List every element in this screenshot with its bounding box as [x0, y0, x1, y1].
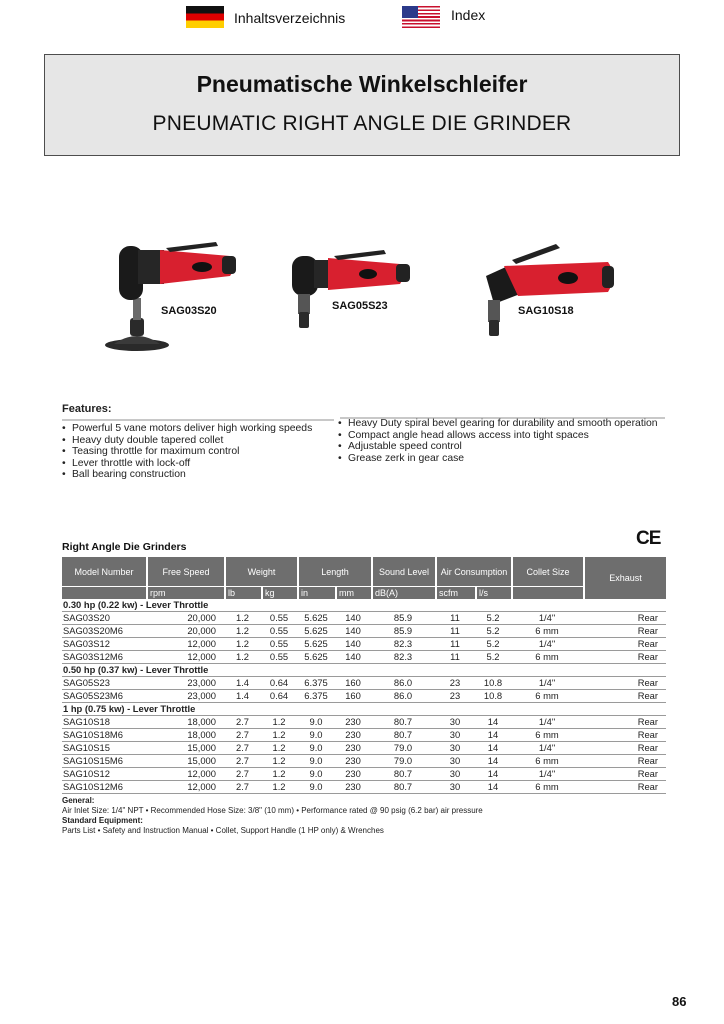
table-cell: SAG10S15M6 — [62, 755, 146, 768]
table-cell: 2.7 — [224, 755, 261, 768]
table-cell: 160 — [335, 690, 371, 703]
table-cell: 5.2 — [475, 612, 511, 625]
table-cell: 1.2 — [224, 638, 261, 651]
col-header-exhaust: Exhaust — [583, 557, 666, 599]
table-row — [62, 716, 666, 729]
feature-item: • Heavy duty double tapered collet — [62, 435, 334, 447]
general-label: General: — [62, 796, 95, 805]
table-cell: 230 — [335, 768, 371, 781]
table-cell: 1.2 — [261, 716, 297, 729]
table-cell: 1/4" — [511, 638, 583, 651]
table-cell: SAG10S18M6 — [62, 729, 146, 742]
table-cell: 1/4" — [511, 612, 583, 625]
table-cell: 0.64 — [261, 690, 297, 703]
table-cell: SAG03S12 — [62, 638, 146, 651]
table-cell: 30 — [435, 742, 475, 755]
table-cell: 30 — [435, 768, 475, 781]
table-cell: 5.625 — [297, 612, 335, 625]
sag05s23-tool-image — [288, 244, 416, 336]
table-cell: 11 — [435, 651, 475, 664]
table-cell: 6 mm — [511, 729, 583, 742]
table-cell: 6 mm — [511, 651, 583, 664]
table-cell: 14 — [475, 755, 511, 768]
unit-label: in — [297, 586, 335, 599]
feature-item: • Powerful 5 vane motors deliver high working speeds — [62, 423, 334, 435]
table-cell: 0.55 — [261, 625, 297, 638]
table-cell: 0.55 — [261, 638, 297, 651]
table-cell: SAG03S20M6 — [62, 625, 146, 638]
table-row — [62, 625, 666, 638]
table-group-row — [62, 703, 666, 716]
feature-item: • Adjustable speed control — [338, 441, 668, 453]
table-cell: 80.7 — [371, 768, 435, 781]
table-row — [62, 651, 666, 664]
table-cell: Rear — [583, 651, 666, 664]
title-box — [44, 54, 680, 156]
table-cell: 23 — [435, 690, 475, 703]
nav-link-index[interactable] — [402, 6, 485, 28]
table-cell: 6 mm — [511, 755, 583, 768]
table-cell: Rear — [583, 755, 666, 768]
table-notes — [62, 796, 483, 836]
features-heading: Features: — [62, 403, 112, 415]
table-cell: 10.8 — [475, 677, 511, 690]
table-cell: Rear — [583, 638, 666, 651]
table-cell: SAG05S23M6 — [62, 690, 146, 703]
table-group-row — [62, 664, 666, 677]
col-header-length: Length — [297, 557, 371, 586]
group-label: 0.30 hp (0.22 kw) - Lever Throttle — [62, 599, 666, 612]
group-label: 0.50 hp (0.37 kw) - Lever Throttle — [62, 664, 666, 677]
model-label-sag03s20: SAG03S20 — [161, 305, 217, 317]
table-cell: 12,000 — [146, 768, 224, 781]
table-cell: 5.625 — [297, 638, 335, 651]
table-header-row — [62, 557, 666, 586]
table-cell: 80.7 — [371, 729, 435, 742]
table-cell: 6.375 — [297, 690, 335, 703]
table-cell: Rear — [583, 716, 666, 729]
table-cell: 1.2 — [261, 755, 297, 768]
features-section — [62, 403, 662, 481]
table-cell: 14 — [475, 742, 511, 755]
table-cell: 11 — [435, 625, 475, 638]
unit-label: scfm — [435, 586, 475, 599]
table-row — [62, 729, 666, 742]
col-header-air-consumption: Air Consumption — [435, 557, 511, 586]
table-cell: 20,000 — [146, 612, 224, 625]
table-cell: 6.375 — [297, 677, 335, 690]
table-units-row — [62, 586, 666, 599]
table-row — [62, 781, 666, 794]
table-cell: 1.4 — [224, 690, 261, 703]
table-cell: 2.7 — [224, 716, 261, 729]
german-flag-icon[interactable] — [186, 6, 224, 28]
table-cell: 11 — [435, 612, 475, 625]
table-cell: 1.2 — [224, 612, 261, 625]
table-cell: 9.0 — [297, 755, 335, 768]
table-cell: 5.2 — [475, 651, 511, 664]
table-cell: 18,000 — [146, 729, 224, 742]
table-row — [62, 677, 666, 690]
table-cell: 10.8 — [475, 690, 511, 703]
table-cell: 14 — [475, 729, 511, 742]
table-cell: 1.2 — [224, 651, 261, 664]
table-cell: 140 — [335, 651, 371, 664]
table-cell: 140 — [335, 638, 371, 651]
page-title-english: PNEUMATIC RIGHT ANGLE DIE GRINDER — [152, 112, 572, 135]
table-cell: SAG03S20 — [62, 612, 146, 625]
table-cell: Rear — [583, 729, 666, 742]
table-cell: 230 — [335, 716, 371, 729]
table-cell: 82.3 — [371, 651, 435, 664]
table-cell: Rear — [583, 625, 666, 638]
table-cell: 5.2 — [475, 625, 511, 638]
unit-label: kg — [261, 586, 297, 599]
nav-link-inhaltsverzeichnis[interactable] — [186, 6, 345, 28]
page-number: 86 — [672, 994, 687, 1009]
table-cell: 86.0 — [371, 690, 435, 703]
table-cell: 30 — [435, 781, 475, 794]
table-cell: 230 — [335, 742, 371, 755]
feature-item: • Ball bearing construction — [62, 469, 334, 481]
table-row — [62, 612, 666, 625]
table-cell: 12,000 — [146, 638, 224, 651]
features-divider-left — [62, 419, 334, 421]
unit-label: mm — [335, 586, 371, 599]
table-cell: 15,000 — [146, 742, 224, 755]
table-cell: 79.0 — [371, 755, 435, 768]
table-cell: 1.2 — [261, 768, 297, 781]
table-cell: 82.3 — [371, 638, 435, 651]
table-cell: 2.7 — [224, 729, 261, 742]
table-cell: 9.0 — [297, 768, 335, 781]
col-header-free-speed: Free Speed — [146, 557, 224, 586]
table-cell: 230 — [335, 729, 371, 742]
table-row — [62, 742, 666, 755]
table-row — [62, 638, 666, 651]
table-cell: 85.9 — [371, 625, 435, 638]
features-list-right — [338, 418, 668, 464]
table-cell: 1/4" — [511, 742, 583, 755]
table-cell: Rear — [583, 742, 666, 755]
table-cell: 1.2 — [261, 729, 297, 742]
unit-label: dB(A) — [371, 586, 435, 599]
table-cell: 12,000 — [146, 781, 224, 794]
table-cell: 86.0 — [371, 677, 435, 690]
ce-mark-logo: CE — [636, 528, 661, 549]
unit-label: l/s — [475, 586, 511, 599]
group-label: 1 hp (0.75 kw) - Lever Throttle — [62, 703, 666, 716]
table-cell: SAG10S18 — [62, 716, 146, 729]
unit-label: rpm — [146, 586, 224, 599]
table-cell: 9.0 — [297, 716, 335, 729]
table-cell: Rear — [583, 690, 666, 703]
table-cell: SAG05S23 — [62, 677, 146, 690]
table-cell: Rear — [583, 781, 666, 794]
table-cell: 6 mm — [511, 690, 583, 703]
table-cell: Rear — [583, 768, 666, 781]
table-cell: 230 — [335, 781, 371, 794]
table-cell: SAG10S12 — [62, 768, 146, 781]
table-cell: 30 — [435, 755, 475, 768]
table-cell: 80.7 — [371, 716, 435, 729]
feature-item: • Compact angle head allows access into tight spaces — [338, 430, 668, 442]
table-row — [62, 690, 666, 703]
table-cell: 14 — [475, 768, 511, 781]
table-cell: 0.55 — [261, 612, 297, 625]
table-cell: 85.9 — [371, 612, 435, 625]
table-cell: 12,000 — [146, 651, 224, 664]
feature-item: • Grease zerk in gear case — [338, 453, 668, 465]
table-cell: 230 — [335, 755, 371, 768]
table-cell: Rear — [583, 677, 666, 690]
standard-equipment-text: Parts List • Safety and Instruction Manual • Collet, Support Handle (1 HP only) & Wrenches — [62, 826, 384, 835]
table-cell: 6 mm — [511, 625, 583, 638]
table-cell: 79.0 — [371, 742, 435, 755]
nav-label-de[interactable]: Inhaltsverzeichnis — [234, 10, 346, 26]
table-cell: 5.2 — [475, 638, 511, 651]
table-cell: 1.2 — [261, 781, 297, 794]
general-text: Air Inlet Size: 1/4" NPT • Recommended Hose Size: 3/8" (10 mm) • Performance rated @ 90 psig (6.2 bar) air pressure — [62, 806, 483, 815]
table-cell: 20,000 — [146, 625, 224, 638]
table-cell: 0.55 — [261, 651, 297, 664]
table-cell: 1.2 — [261, 742, 297, 755]
table-cell: 2.7 — [224, 781, 261, 794]
standard-equipment-label: Standard Equipment: — [62, 816, 143, 825]
table-group-row — [62, 599, 666, 612]
table-cell: 23 — [435, 677, 475, 690]
table-cell: 30 — [435, 729, 475, 742]
col-header-sound-level: Sound Level — [371, 557, 435, 586]
model-label-sag10s18: SAG10S18 — [518, 305, 574, 317]
table-cell: SAG03S12M6 — [62, 651, 146, 664]
feature-item: • Lever throttle with lock-off — [62, 458, 334, 470]
table-cell: 9.0 — [297, 781, 335, 794]
spec-table-wrapper — [62, 557, 666, 794]
col-header-model: Model Number — [62, 557, 146, 586]
table-cell: 1/4" — [511, 677, 583, 690]
table-cell: 11 — [435, 638, 475, 651]
table-cell: 6 mm — [511, 781, 583, 794]
table-row — [62, 755, 666, 768]
table-cell: 2.7 — [224, 742, 261, 755]
features-list-left — [62, 423, 334, 481]
sag10s18-tool-image — [468, 236, 618, 344]
sag03s20-tool-image — [100, 232, 250, 356]
table-row — [62, 768, 666, 781]
table-cell: 1.2 — [224, 625, 261, 638]
table-cell: SAG10S12M6 — [62, 781, 146, 794]
feature-item: • Heavy Duty spiral bevel gearing for durability and smooth operation — [338, 418, 668, 430]
table-cell: 0.64 — [261, 677, 297, 690]
table-cell: 30 — [435, 716, 475, 729]
table-cell: 140 — [335, 625, 371, 638]
col-header-collet-size: Collet Size — [511, 557, 583, 586]
table-cell: 23,000 — [146, 677, 224, 690]
table-cell: 140 — [335, 612, 371, 625]
unit-label: lb — [224, 586, 261, 599]
table-cell: 160 — [335, 677, 371, 690]
nav-label-us[interactable]: Index — [451, 7, 486, 23]
table-cell: 1/4" — [511, 716, 583, 729]
table-cell: 1.4 — [224, 677, 261, 690]
spec-table — [62, 557, 666, 794]
table-cell: 1/4" — [511, 768, 583, 781]
spec-table-body — [62, 599, 666, 794]
table-cell: 15,000 — [146, 755, 224, 768]
table-cell: Rear — [583, 612, 666, 625]
table-cell: 23,000 — [146, 690, 224, 703]
feature-item: • Teasing throttle for maximum control — [62, 446, 334, 458]
table-cell: 18,000 — [146, 716, 224, 729]
table-cell: SAG10S15 — [62, 742, 146, 755]
table-cell: 9.0 — [297, 729, 335, 742]
us-flag-icon[interactable] — [402, 6, 440, 28]
table-cell: 80.7 — [371, 781, 435, 794]
table-cell: 14 — [475, 716, 511, 729]
table-cell: 14 — [475, 781, 511, 794]
table-cell: 5.625 — [297, 651, 335, 664]
col-header-weight: Weight — [224, 557, 297, 586]
table-title: Right Angle Die Grinders — [62, 541, 187, 553]
table-cell: 5.625 — [297, 625, 335, 638]
table-cell: 2.7 — [224, 768, 261, 781]
model-label-sag05s23: SAG05S23 — [332, 300, 388, 312]
page-title-german: Pneumatische Winkelschleifer — [196, 71, 528, 97]
top-nav — [0, 6, 724, 32]
table-cell: 9.0 — [297, 742, 335, 755]
